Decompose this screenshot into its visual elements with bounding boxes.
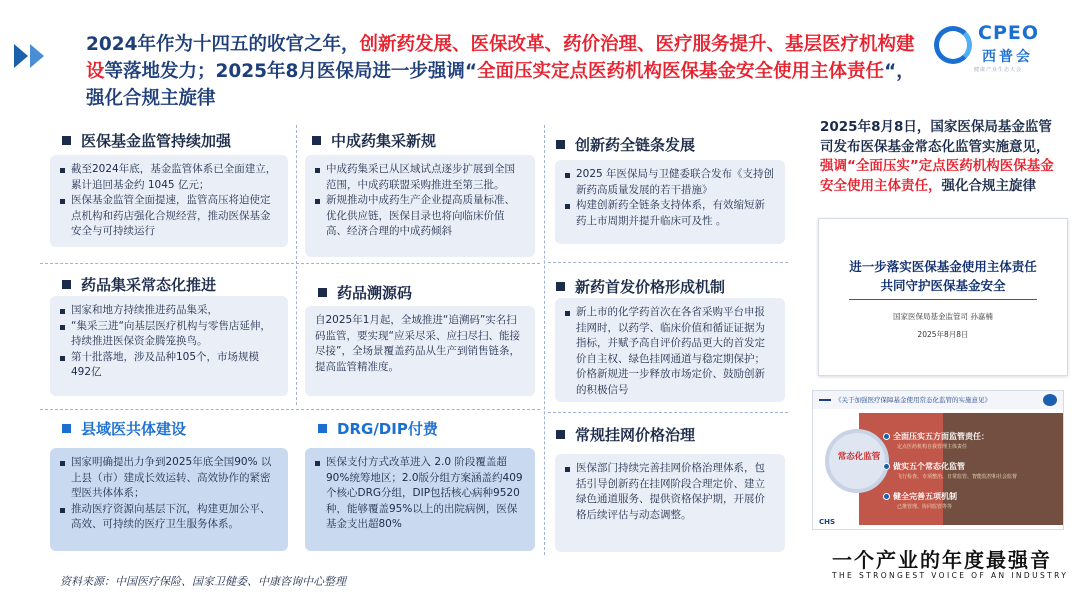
section-title-text: 医保基金监管持续加强 <box>81 132 232 150</box>
doc-date: 2025年8月8日 <box>917 330 969 339</box>
traceability-text: 自2025年1月起，全域推进“追溯码”实名扫码监管，要实现“应采尽采、应扫尽扫、能接尽接”，全场景覆盖药品从生产到销售链条，提高监管精准度。 <box>315 314 520 373</box>
slide-item-3-sub: 已推管理、协同监管等等 <box>897 504 953 510</box>
card-first-launch-pricing <box>555 298 785 402</box>
list-item: 新规推动中成药生产企业提高质量标准、优化供应链，医保目录也将向临床价值高、经济合理的中成药倾斜 <box>315 193 525 240</box>
section-title-procurement <box>62 274 216 295</box>
divider <box>544 125 545 555</box>
slide-dot-icon <box>883 433 890 440</box>
section-title-tcm-procurement <box>312 130 436 151</box>
section-title-first-launch-pricing <box>556 276 725 297</box>
card-traceability <box>305 306 535 396</box>
square-bullet-icon <box>556 282 565 291</box>
slide-item-2: 做实五个常态化监管 <box>893 462 965 471</box>
square-bullet-icon <box>556 140 565 149</box>
section-title-text: 创新药全链条发展 <box>575 136 696 154</box>
cpeo-logo <box>934 22 1064 78</box>
slide-dot-icon <box>883 463 890 470</box>
section-title-drg-dip <box>318 418 438 439</box>
logo-text-cn: 西普会 <box>982 49 1033 65</box>
headline-part2: 创新药发展、医保改革、药价治理、医疗服务提升、基层医疗机构建设 <box>86 34 915 82</box>
list-item: “集采三进“向基层医疗机构与零售店延伸，持续推进医保资金腾笼换鸟。 <box>60 319 278 350</box>
right-summary-part2: 强调“全面压实”定点医药机构医保基金安全使用主体责任， <box>820 158 1054 194</box>
slogan-en: THE STRONGEST VOICE OF AN INDUSTRY <box>832 571 1069 580</box>
section-title-text: 药品溯源码 <box>337 284 413 302</box>
right-summary-part3: 强化合规主旋律 <box>941 177 1036 194</box>
list-item: 推动医疗资源向基层下沉，构建更加公平、高效、可持续的医疗卫生服务体系。 <box>60 502 278 533</box>
headline-part3: 等落地发力；2025年8月医保局进一步强调“ <box>104 61 478 82</box>
divider <box>40 409 540 410</box>
doc-rule <box>849 299 1037 300</box>
list-item: 构建创新药全链条支持体系，有效缩短新药上市周期并提升临床可及性 。 <box>565 198 775 229</box>
slide-item-1-sub: 定点医药机构自我管理主体责任 <box>897 444 968 450</box>
slide-header-text: 《关于加强医疗保障基金使用常态化监管的实施意见》 <box>835 396 991 404</box>
doc-title-line1: 进一步落实医保基金使用主体责任 <box>849 259 1037 274</box>
doc-author: 国家医保局基金监管司 孙嘉楠 <box>893 312 993 321</box>
list-item: 截至2024年底，基金监管体系已全面建立，累计追回基金约 1045 亿元； <box>60 162 278 193</box>
card-listing-price-governance <box>555 454 785 552</box>
headline <box>86 31 926 112</box>
section-title-text: DRG/DIP付费 <box>337 420 438 438</box>
list-item: 医保支付方式改革进入 2.0 阶段覆盖超90%统筹地区；2.0版分组方案涵盖约409个核心DRG分组，DIP包括核心病种9520种，能够覆盖95%以上的出院病例，医保基金支出超80% <box>315 455 525 533</box>
title-arrows-icon <box>14 44 46 68</box>
source-note: 资料来源：中国医疗保险、国家卫健委、中康咨询中心整理 <box>60 575 346 588</box>
logo-ring-icon <box>934 26 972 64</box>
right-summary <box>820 118 1060 196</box>
logo-subtitle: 健康产业生态大会 <box>974 67 1023 73</box>
section-title-traceability <box>318 282 412 303</box>
card-procurement <box>50 296 288 396</box>
card-drg-dip <box>305 448 535 551</box>
slide-item-3: 健全完善五项机制 <box>893 492 957 501</box>
divider <box>548 412 788 413</box>
section-title-text: 常规挂网价格治理 <box>575 426 696 444</box>
section-title-innovative-drugs <box>556 134 695 155</box>
card-innovative-drugs <box>555 160 785 244</box>
section-title-text: 中成药集采新规 <box>331 132 437 150</box>
policy-slide-image <box>812 390 1064 530</box>
square-bullet-icon <box>62 424 71 433</box>
list-item: 医保基金监管全面提速，监管高压将迫使定点机构和药店强化合规经营，推动医保基金安全与可持续运行 <box>60 193 278 240</box>
headline-part1: 2024年作为十四五的收官之年， <box>86 34 360 55</box>
slide-dash-icon <box>819 399 831 401</box>
square-bullet-icon <box>62 280 71 289</box>
slogan-cn: 一个产业的年度最强音 <box>832 548 1052 572</box>
section-title-text: 县域医共体建设 <box>81 420 187 438</box>
headline-part5: “，强化合规主旋律 <box>86 61 915 109</box>
slide-dot-icon <box>883 493 890 500</box>
section-title-fund-supervision <box>62 130 231 151</box>
slide-item-2-sub: 飞行检查、专项整治、日常监管、智能监控和社会监督 <box>897 474 1018 480</box>
square-bullet-icon <box>556 430 565 439</box>
headline-part4: 全面压实定点医药机构医保基金安全使用主体责任 <box>477 61 885 82</box>
list-item: 医保部门持续完善挂网价格治理体系，包括引导创新药在挂网阶段合理定价、建立绿色通道服务、提供资格保护期，开展价格后续评估与动态调整。 <box>565 461 775 523</box>
slide-footer-logo: CHS <box>819 518 836 526</box>
list-item: 国家明确提出力争到2025年底全国90% 以上县（市）建成长效运转、高效协作的紧密型医共体体系； <box>60 455 278 502</box>
list-item: 新上市的化学药首次在各省采购平台申报挂网时，以药学、临床价值和循证证据为指标，并赋予高自评价药品更大的首发定价自主权、绿色挂网通道与稳定期保护；价格新规进一步释放市场定价、鼓励创新的积极信号 <box>565 305 775 398</box>
square-bullet-icon <box>312 136 321 145</box>
list-item: 2025 年医保局与卫健委联合发布《支持创新药高质量发展的若干措施》 <box>565 167 775 198</box>
card-fund-supervision <box>50 155 288 247</box>
slide-emblem-icon <box>1043 394 1057 406</box>
list-item: 第十批落地，涉及品种105个，市场规模492亿 <box>60 350 278 381</box>
right-summary-part1: 2025年8月8日，国家医保局基金监管司发布医保基金常态化监管实施意见， <box>820 119 1052 155</box>
divider <box>548 262 788 263</box>
slide-item-1: 全面压实五方面监管责任： <box>893 432 989 441</box>
section-title-county-alliance <box>62 418 186 439</box>
square-bullet-icon <box>318 288 327 297</box>
card-tcm-procurement <box>305 155 535 257</box>
slide-circle-text: 常态化监管 <box>837 452 881 462</box>
divider <box>40 263 540 264</box>
card-county-alliance <box>50 448 288 551</box>
square-bullet-icon <box>318 424 327 433</box>
section-title-listing-price-governance <box>556 424 695 445</box>
logo-text-en: CPEO <box>978 22 1039 44</box>
list-item: 国家和地方持续推进药品集采， <box>60 303 278 319</box>
section-title-text: 药品集采常态化推进 <box>81 276 217 294</box>
speech-document-image <box>818 218 1068 376</box>
list-item: 中成药集采已从区域试点逐步扩展到全国范围，中成药联盟采购推进至第三批。 <box>315 162 525 193</box>
doc-title-line2: 共同守护医保基金安全 <box>880 278 1006 293</box>
section-title-text: 新药首发价格形成机制 <box>575 278 726 296</box>
divider <box>296 125 297 405</box>
square-bullet-icon <box>62 136 71 145</box>
